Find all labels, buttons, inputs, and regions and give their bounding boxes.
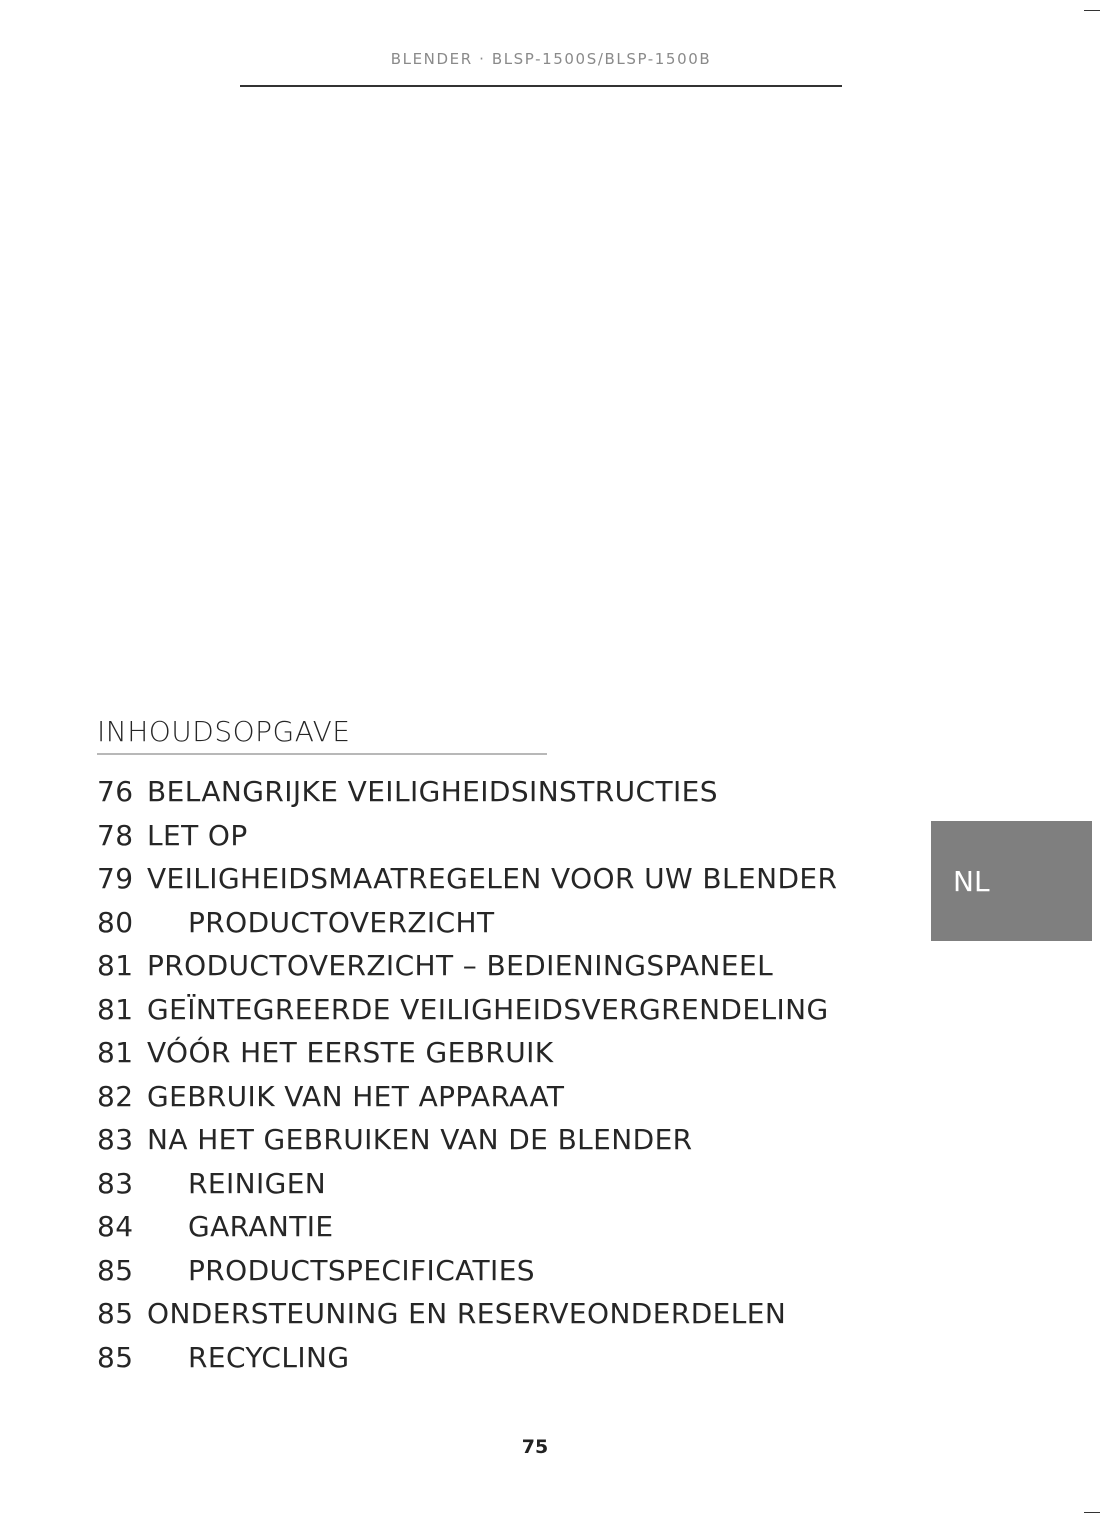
toc-entry[interactable] [97, 1249, 837, 1293]
toc-entry[interactable] [97, 1118, 837, 1162]
toc-entry-page: 85 [97, 1253, 134, 1287]
toc-entry-title: GEBRUIK VAN HET APPARAAT [147, 1079, 565, 1113]
toc-entry-title: RECYCLING [188, 1340, 350, 1374]
toc-entry[interactable] [97, 1292, 837, 1336]
toc-entry[interactable] [97, 1162, 837, 1206]
toc-heading-underline [97, 753, 547, 755]
toc-entry[interactable] [97, 814, 837, 858]
toc-entry-page: 80 [97, 905, 134, 939]
toc-entry-title: LET OP [147, 818, 248, 852]
toc-entry-title: VEILIGHEIDSMAATREGELEN VOOR UW BLENDER [147, 862, 838, 895]
page-number: 75 [521, 1436, 549, 1458]
toc-entry-page: 85 [97, 1297, 134, 1330]
toc-entry-page: 85 [97, 1340, 134, 1374]
toc-entry[interactable] [97, 1336, 837, 1380]
toc-entry-title: BELANGRIJKE VEILIGHEIDSINSTRUCTIES [147, 775, 718, 808]
toc-entry-page: 79 [97, 862, 134, 895]
toc-entry[interactable] [97, 988, 837, 1032]
toc-heading: INHOUDSOPGAVE [97, 715, 351, 748]
toc-entry-title: PRODUCTOVERZICHT – BEDIENINGSPANEEL [147, 949, 774, 982]
crop-mark-bottom [1084, 1512, 1100, 1513]
toc-entry-page: 78 [97, 818, 134, 852]
crop-mark-top [1084, 10, 1100, 11]
toc-entry[interactable] [97, 901, 837, 945]
toc-entry-title: GEÏNTEGREERDE VEILIGHEIDSVERGRENDELING [147, 992, 829, 1026]
toc-entry-page: 81 [97, 1036, 134, 1069]
toc-entry-page: 82 [97, 1079, 134, 1113]
toc-entry-title: ONDERSTEUNING EN RESERVEONDERDELEN [147, 1297, 787, 1330]
toc-entry-page: 83 [97, 1166, 134, 1200]
header-divider [240, 85, 842, 87]
toc-entry-page: 76 [97, 775, 134, 808]
toc-entry-title: PRODUCTOVERZICHT [188, 905, 495, 939]
language-tab [931, 821, 1092, 941]
toc-entry[interactable] [97, 1075, 837, 1119]
toc-entry-title: GARANTIE [188, 1210, 334, 1243]
toc-entry-title: NA HET GEBRUIKEN VAN DE BLENDER [147, 1123, 693, 1156]
toc-entry-page: 81 [97, 949, 134, 982]
toc-entry-title: VÓÓR HET EERSTE GEBRUIK [147, 1036, 554, 1069]
running-header: BLENDER · BLSP-1500S/BLSP-1500B [390, 50, 712, 68]
toc-entry-title: PRODUCTSPECIFICATIES [188, 1253, 535, 1287]
toc-entry[interactable] [97, 770, 837, 814]
toc-entry[interactable] [97, 857, 837, 901]
toc-entry-title: REINIGEN [188, 1166, 327, 1200]
toc-entry[interactable] [97, 1205, 837, 1249]
toc-entry-page: 83 [97, 1123, 134, 1156]
toc-entry[interactable] [97, 944, 837, 988]
toc-entry[interactable] [97, 1031, 837, 1075]
toc-entry-page: 84 [97, 1210, 134, 1243]
language-tab-label: NL [953, 865, 990, 898]
toc-entry-page: 81 [97, 992, 134, 1026]
table-of-contents [97, 770, 837, 1379]
